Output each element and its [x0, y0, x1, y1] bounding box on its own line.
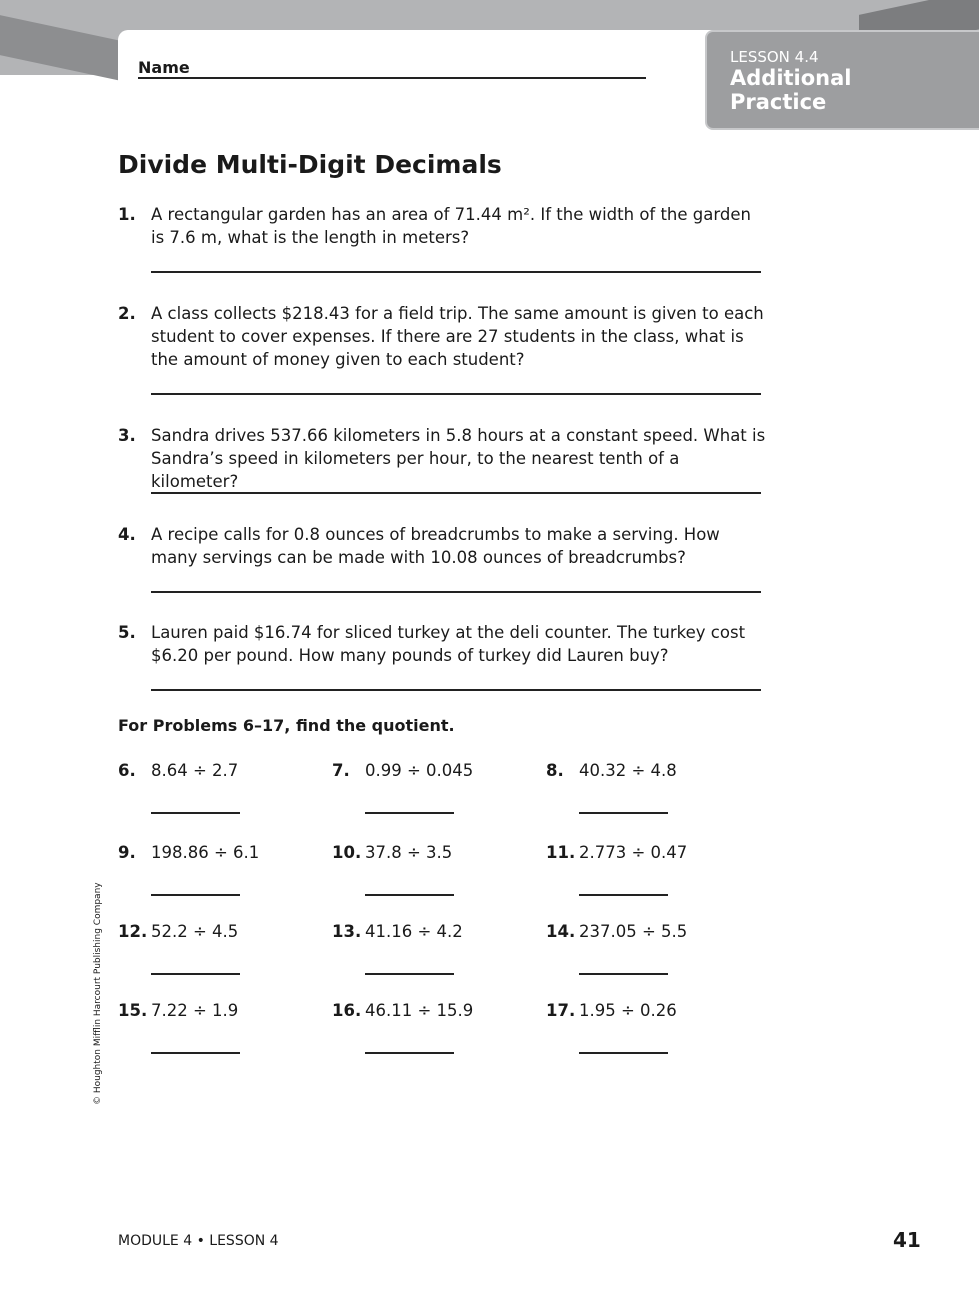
answer-line[interactable] [365, 812, 454, 814]
problem-number: 4. [118, 525, 136, 544]
answer-line[interactable] [579, 812, 668, 814]
problem-expression: 7.22 ÷ 1.9 [151, 1001, 239, 1020]
problem-expression: 52.2 ÷ 4.5 [151, 922, 239, 941]
word-problem [118, 203, 768, 249]
problem-text: A class collects $218.43 for a field trip. The same amount is given to each student to cover expenses. If there are 27 students in the class, what is the amount of money given to each student? [151, 304, 764, 369]
problem-expression: 1.95 ÷ 0.26 [579, 1001, 677, 1020]
answer-line[interactable] [151, 393, 761, 395]
answer-line[interactable] [579, 973, 668, 975]
problem-number: 14. [546, 922, 576, 941]
answer-line[interactable] [151, 591, 761, 593]
copyright: © Houghton Mifflin Harcourt Publishing Company [93, 882, 103, 1105]
footer-module: MODULE 4 • LESSON 4 [118, 1233, 279, 1249]
problem-number: 6. [118, 761, 136, 780]
problem-number: 7. [332, 761, 350, 780]
quotient-problem [118, 1001, 238, 1020]
problem-expression: 41.16 ÷ 4.2 [365, 922, 463, 941]
word-problem [118, 621, 768, 667]
answer-line[interactable] [365, 894, 454, 896]
name-field-line[interactable] [138, 77, 646, 79]
problem-expression: 8.64 ÷ 2.7 [151, 761, 239, 780]
problem-number: 5. [118, 623, 136, 642]
quotient-problem [546, 922, 687, 941]
quotient-problem [332, 1001, 473, 1020]
problem-number: 17. [546, 1001, 576, 1020]
problem-number: 13. [332, 922, 362, 941]
page-title: Divide Multi-Digit Decimals [118, 150, 502, 179]
lesson-badge [705, 30, 979, 130]
quotient-problem [332, 843, 452, 862]
problem-expression: 2.773 ÷ 0.47 [579, 843, 688, 862]
problem-expression: 37.8 ÷ 3.5 [365, 843, 453, 862]
problem-text: Lauren paid $16.74 for sliced turkey at the deli counter. The turkey cost $6.20 per pound. How many pounds of turkey did Lauren buy? [151, 623, 746, 665]
lesson-number: LESSON 4.4 [730, 48, 819, 66]
problem-number: 12. [118, 922, 148, 941]
problem-number: 10. [332, 843, 362, 862]
problem-number: 15. [118, 1001, 148, 1020]
problem-expression: 46.11 ÷ 15.9 [365, 1001, 474, 1020]
answer-line[interactable] [151, 689, 761, 691]
problem-number: 2. [118, 304, 136, 323]
problem-number: 8. [546, 761, 564, 780]
answer-line[interactable] [365, 973, 454, 975]
answer-line[interactable] [151, 894, 240, 896]
answer-line[interactable] [365, 1052, 454, 1054]
instructions: For Problems 6–17, find the quotient. [118, 716, 455, 735]
problem-number: 11. [546, 843, 576, 862]
quotient-problem [332, 922, 463, 941]
word-problem [118, 523, 768, 569]
problem-text: Sandra drives 537.66 kilometers in 5.8 hours at a constant speed. What is Sandra’s speed in kilometers per hour, to the nearest tenth of a kilometer? [151, 426, 766, 491]
problem-number: 1. [118, 205, 136, 224]
answer-line[interactable] [151, 271, 761, 273]
problem-number: 3. [118, 426, 136, 445]
word-problem [118, 424, 768, 493]
quotient-problem [118, 761, 238, 780]
lesson-title: Practice [730, 90, 827, 114]
problem-number: 9. [118, 843, 136, 862]
word-problem [118, 302, 768, 371]
answer-line[interactable] [151, 1052, 240, 1054]
answer-line[interactable] [151, 492, 761, 494]
answer-line[interactable] [151, 812, 240, 814]
problem-expression: 198.86 ÷ 6.1 [151, 843, 260, 862]
problem-text: A rectangular garden has an area of 71.44 m². If the width of the garden is 7.6 m, what is the length in meters? [151, 205, 751, 247]
problem-expression: 237.05 ÷ 5.5 [579, 922, 688, 941]
lesson-title: Additional [730, 66, 852, 90]
answer-line[interactable] [151, 973, 240, 975]
quotient-problem [332, 761, 473, 780]
problem-text: A recipe calls for 0.8 ounces of breadcrumbs to make a serving. How many servings can be made with 10.08 ounces of breadcrumbs? [151, 525, 720, 567]
quotient-problem [546, 761, 677, 780]
answer-line[interactable] [579, 894, 668, 896]
problem-number: 16. [332, 1001, 362, 1020]
quotient-problem [546, 843, 687, 862]
answer-line[interactable] [579, 1052, 668, 1054]
page-number: 41 [893, 1228, 921, 1252]
name-label: Name [138, 58, 190, 77]
quotient-problem [118, 922, 238, 941]
quotient-problem [546, 1001, 677, 1020]
quotient-problem [118, 843, 259, 862]
problem-expression: 40.32 ÷ 4.8 [579, 761, 677, 780]
problem-expression: 0.99 ÷ 0.045 [365, 761, 474, 780]
